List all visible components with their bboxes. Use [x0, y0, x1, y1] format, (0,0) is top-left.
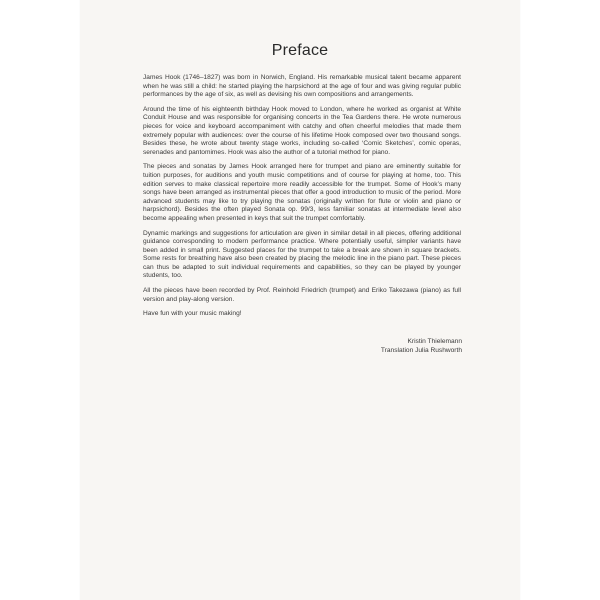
- preface-body: [143, 74, 461, 325]
- paragraph-6: Have fun with your music making!: [143, 310, 242, 318]
- paragraph-4: Dynamic markings and suggestions for articulation are given in similar detail in all pieces, offering additional guidance corresponding to modern performance practice. Where potentially useful, simpler variants have been added in small print. Suggested places for the trumpet to take a break are shown in square brackets. Some rests for breathing have also been created by placing the melodic line in the piano part. These pieces can thus be adapted to suit individual requirements and capabilities, so they can be played by younger students, too.: [143, 229, 461, 280]
- document-page: [80, 0, 520, 600]
- signature-author: Kristin Thielemann: [407, 338, 462, 345]
- signature-translation: Translation Julia Rushworth: [380, 346, 462, 354]
- paragraph-5: All the pieces have been recorded by Prof. Reinhold Friedrich (trumpet) and Eriko Takezawa (piano) as full version and play-along version.: [143, 287, 461, 303]
- page-title: Preface: [271, 42, 329, 59]
- paragraph-2: Around the time of his eighteenth birthday Hook moved to London, where he worked as organist at White Conduit House and was responsible for organising concerts in the Tea Gardens there. He wrote numerous pieces for voice and keyboard accompaniment with catchy and often cheerful melodies that made them extremely popular with audiences: over the course of his lifetime Hook composed over two thousand songs. Besides these, he wrote about twenty stage works, including so-called ‘Comic Sketches’, comic operas, serenades and pantomimes. Hook was also the author of a tutorial method for piano.: [143, 105, 461, 156]
- paragraph-1: James Hook (1746–1827) was born in Norwich, England. His remarkable musical talent became apparent when he was still a child: he started playing the harpsichord at the age of four and was giving regular public performances by the age of six, as well as devising his own compositions and arrangements.: [143, 74, 461, 99]
- signature-block: [381, 338, 462, 356]
- paragraph-3: The pieces and sonatas by James Hook arranged here for trumpet and piano are eminently suitable for tuition purposes, for auditions and youth music competitions and of course for playing at home, too. This edition serves to make classical repertoire more readily accessible for the trumpet. Some of Hook’s many songs have been arranged as instrumental pieces that offer a good introduction to music of the period. More advanced students may like to try playing the sonatas (originally written for flute or violin and piano or harpsichord). Besides the often played Sonata op. 99/3, less familiar sonatas at intermediate level also become appealing when presented in keys that suit the trumpet comfortably.: [143, 163, 461, 222]
